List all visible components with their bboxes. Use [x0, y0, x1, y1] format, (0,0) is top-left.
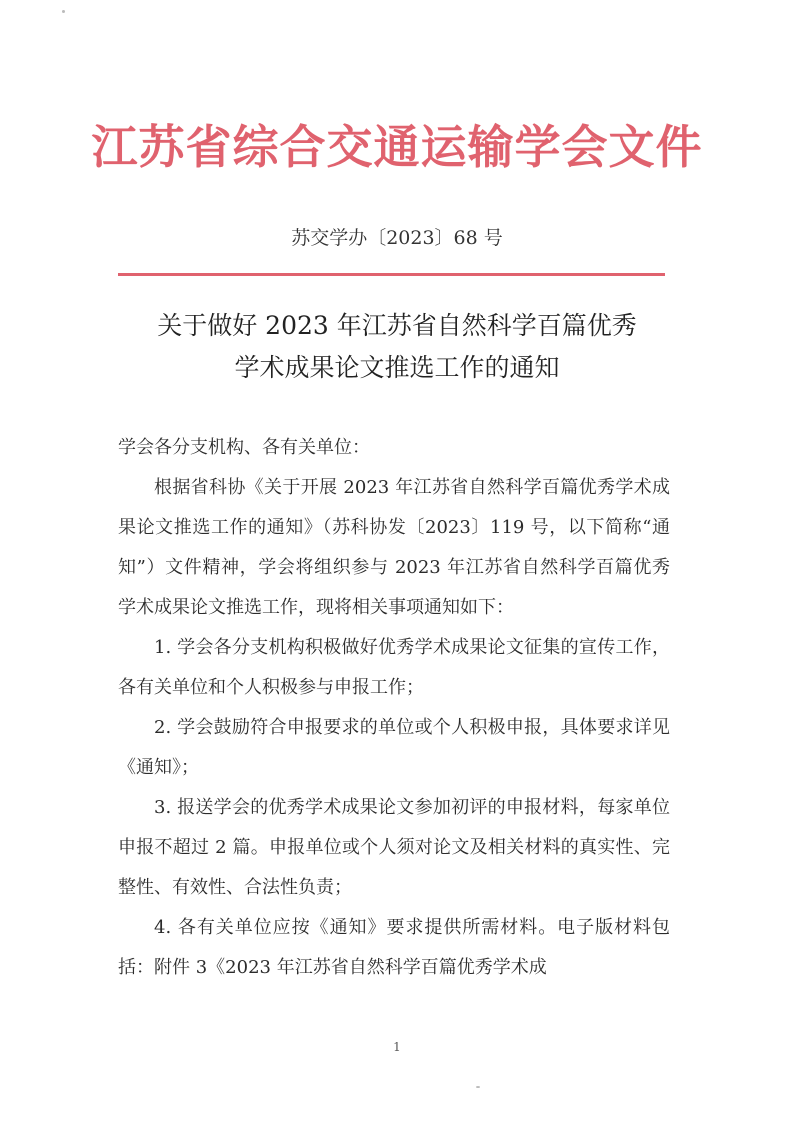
- notice-title-line-1: 关于做好 2023 年江苏省自然科学百篇优秀: [157, 311, 637, 340]
- notice-title-line-2: 学术成果论文推选工作的通知: [234, 353, 560, 382]
- body-paragraph-item-4: 4. 各有关单位应按《通知》要求提供所需材料。电子版材料包括：附件 3《2023 年江苏省自然科学百篇优秀学术成: [118, 917, 670, 978]
- document-number: 苏交学办〔2023〕68 号: [291, 227, 503, 249]
- scan-speck: [62, 10, 65, 13]
- body-paragraph-item-3: 3. 报送学会的优秀学术成果论文参加初评的申报材料，每家单位申报不超过 2 篇。申报单位或个人须对论文及相关材料的真实性、完整性、有效性、合法性负责；: [118, 797, 670, 898]
- org-document-header: 江苏省综合交通运输学会文件: [91, 120, 703, 174]
- notice-body: [118, 428, 670, 988]
- notice-title: [0, 305, 794, 389]
- red-divider-rule: [118, 273, 665, 276]
- salutation: 学会各分支机构、各有关单位：: [118, 437, 370, 458]
- body-paragraph-item-1: 1. 学会各分支机构积极做好优秀学术成果论文征集的宣传工作，各有关单位和个人积极参与申报工作；: [118, 637, 670, 698]
- page-number: 1: [393, 1040, 401, 1054]
- body-paragraph-intro: 根据省科协《关于开展 2023 年江苏省自然科学百篇优秀学术成果论文推选工作的通知》（苏科协发〔2023〕119 号，以下简称“通知”）文件精神，学会将组织参与 2023 年江苏省自然科学百篇优秀学术成果论文推选工作，现将相关事项通知如下：: [118, 477, 670, 618]
- body-paragraph-item-2: 2. 学会鼓励符合申报要求的单位或个人积极申报，具体要求详见《通知》；: [118, 717, 670, 778]
- scan-speck: [476, 1086, 480, 1088]
